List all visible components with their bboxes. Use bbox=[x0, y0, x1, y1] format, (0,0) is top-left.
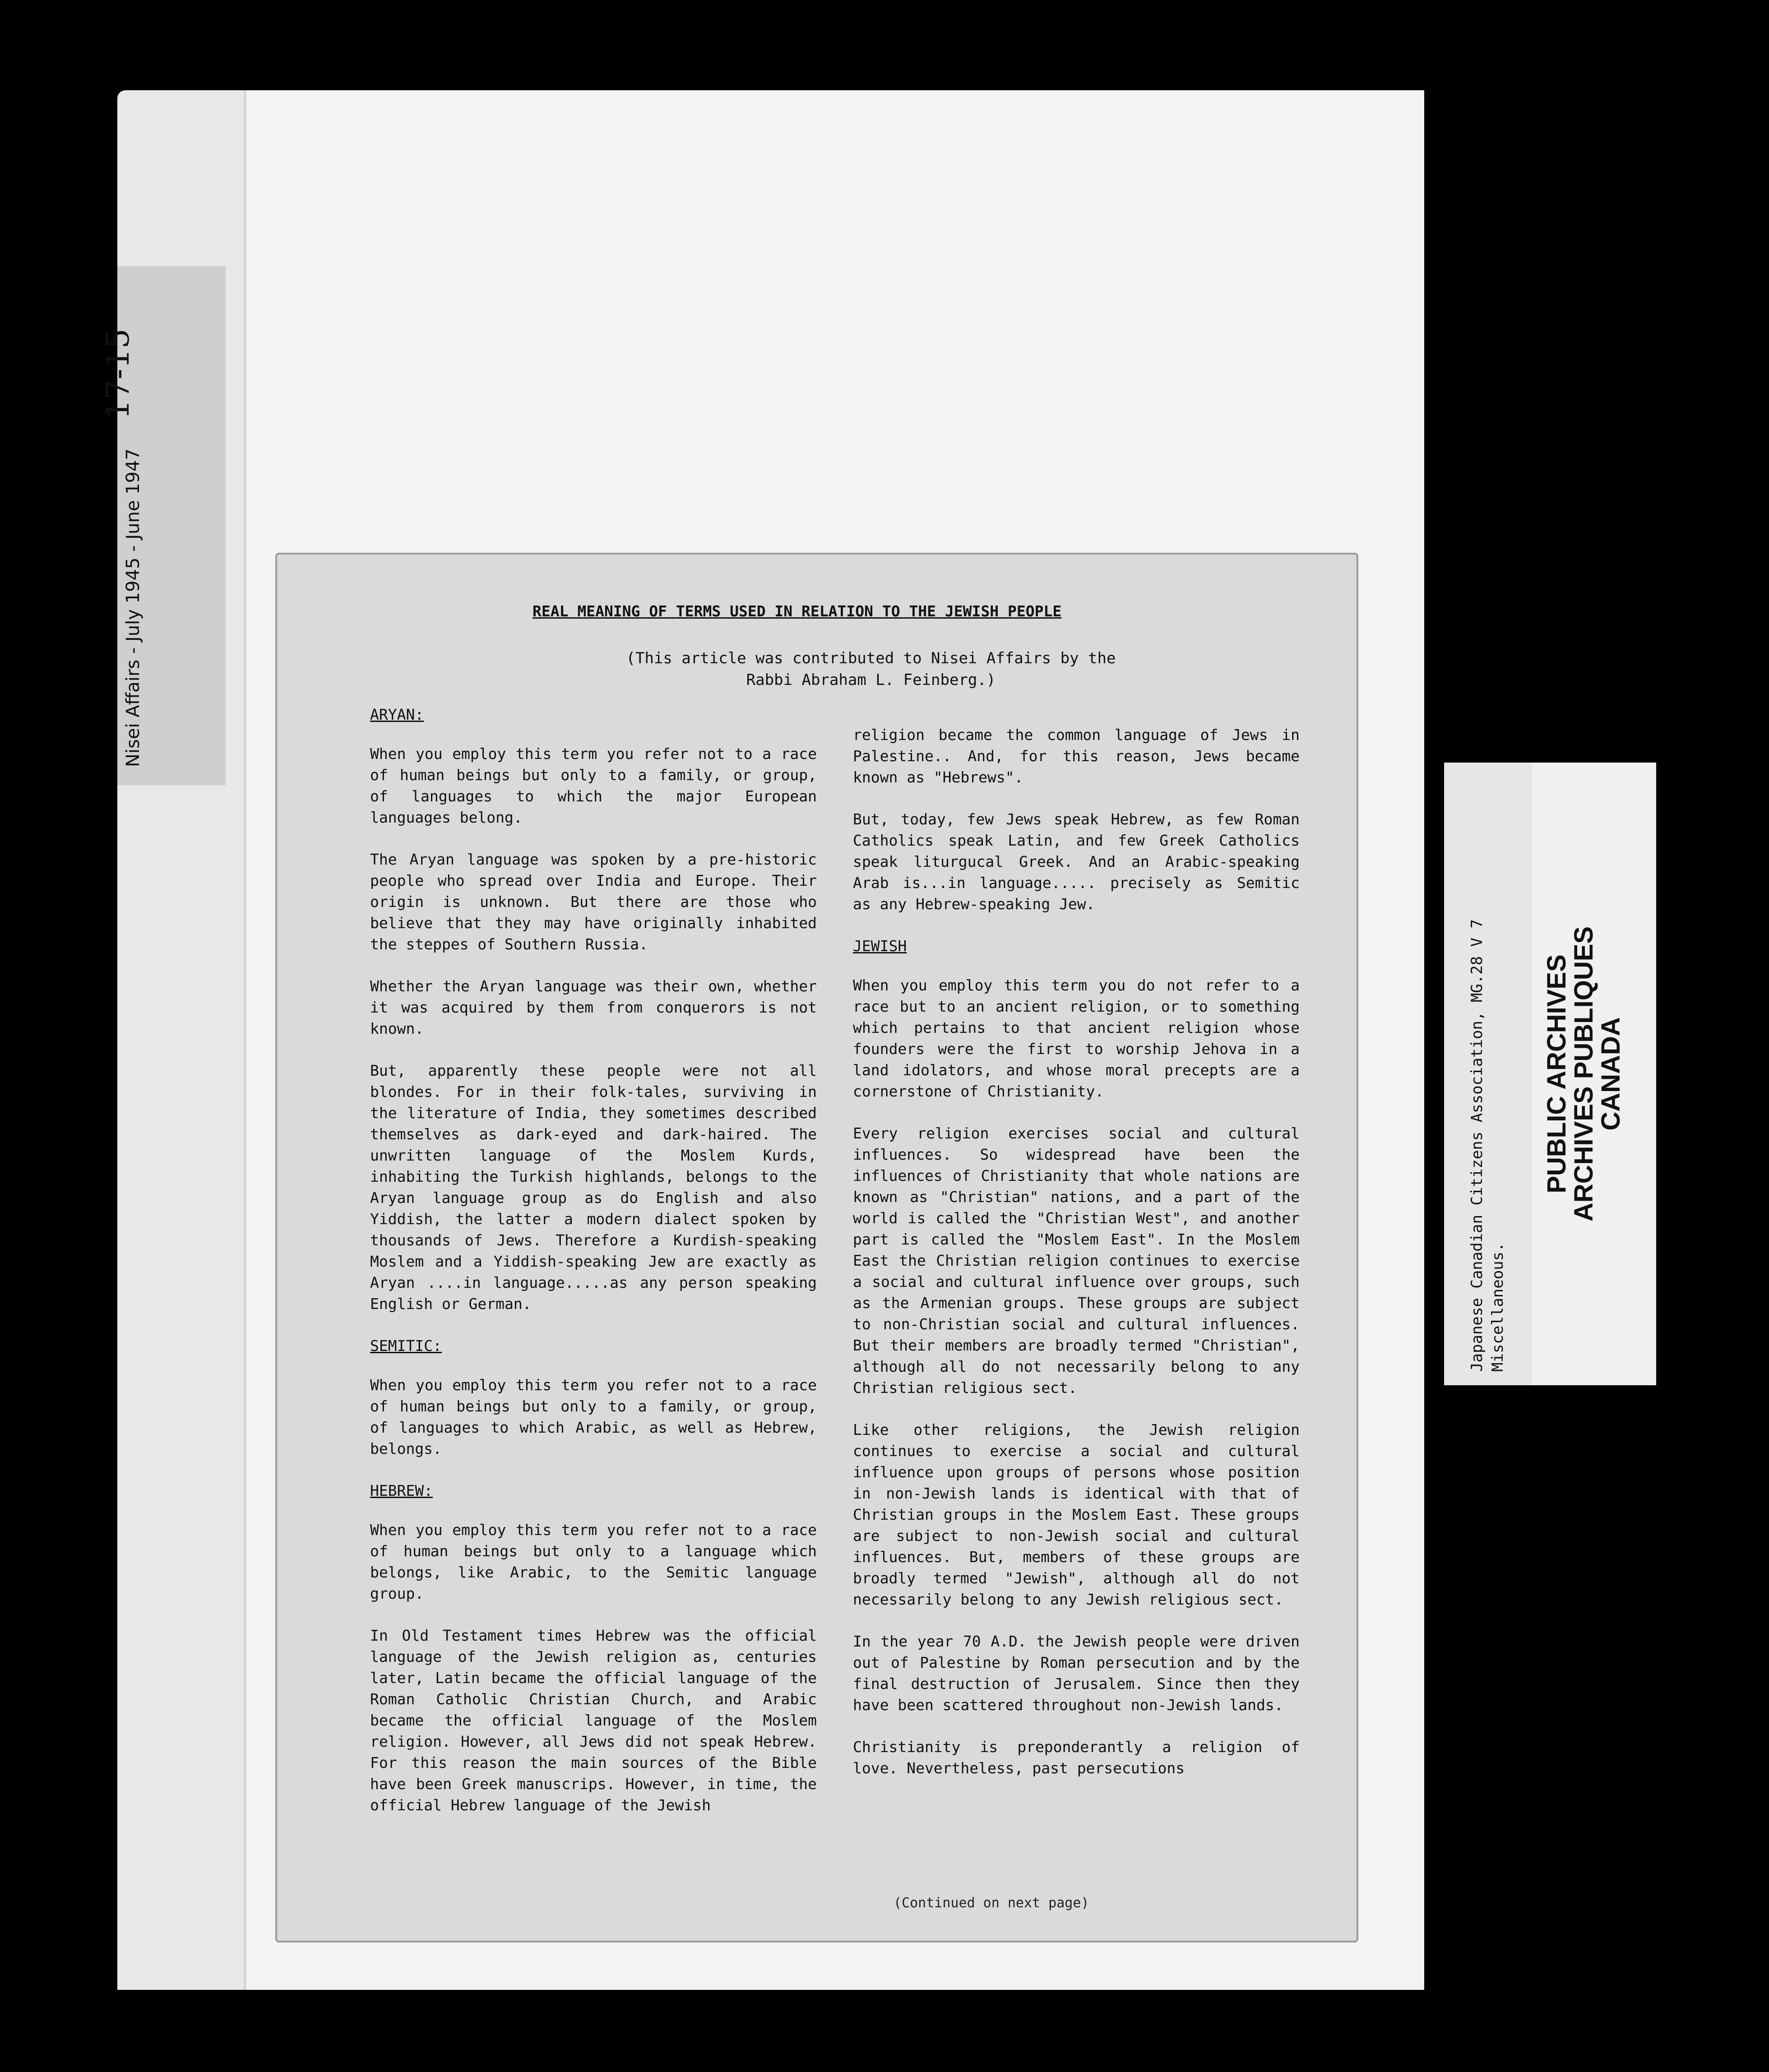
paragraph: Like other religions, the Jewish religion continues to exercise a social and cultural influence upon groups of persons whose position in non-Jewish lands is identical with that of Christian groups in the Moslem East. These groups are subject to non-Jewish social and cultural influences. But, members of these groups are broadly termed "Jewish", although all do not necessarily belong to any Jewish religious sect. bbox=[853, 1421, 1300, 1608]
paragraph: When you employ this term you refer not to a race of human beings but only to a family, or group, of languages to which Arabic, as well as Hebrew, belongs. bbox=[370, 1376, 817, 1457]
right-column bbox=[853, 724, 1300, 1799]
miscellaneous-line: Miscellaneous. bbox=[1489, 1242, 1507, 1372]
paragraph: In Old Testament times Hebrew was the official language of the Jewish religion as, centuries later, Latin became the official language of the Roman Catholic Christian Church, and Arabic became the official language of the Moslem religion. However, all Jews did not speak Hebrew. For this reason the main sources of the Bible have been Greek manuscrips. However, in time, the official Hebrew language of the Jewish bbox=[370, 1627, 817, 1814]
section-heading-hebrew: HEBREW: bbox=[370, 1482, 433, 1499]
paragraph: When you employ this term you do not refer to a race but to an ancient religion, or to something which pertains to that ancient religion whose founders were the first to worship Jehova in a land idolators, and whose moral precepts are a cornerstone of Christianity. bbox=[853, 976, 1300, 1100]
archive-citation bbox=[1467, 919, 1508, 1372]
stamp-line: ARCHIVES PUBLIQUES bbox=[1569, 926, 1598, 1222]
paragraph: Whether the Aryan language was their own, whether it was acquired by them from conquerors is not known. bbox=[370, 977, 817, 1037]
paragraph: But, apparently these people were not all blondes. For in their folk-tales, surviving in the literature of India, they sometimes described themselves as dark-eyed and dark-haired. The unwritten language of the Moslem Kurds, inhabiting the Turkish highlands, belongs to the Aryan language group as do English and also Yiddish, the latter a modern dialect spoken by thousands of Jews. Therefore a Kurdish-speaking Moslem and a Yiddish-speaking Jew are exactly as Aryan ....in language.....as any person speaking English or German. bbox=[370, 1062, 817, 1313]
paragraph: Every religion exercises social and cultural influences. So widespread have been the influences of Christianity that whole nations are known as "Christian" nations, and a part of the world is called the "Christian West", and another part is called the "Moslem East". In the Moslem East the Christian religion continues to exercise a social and cultural influence over groups, such as the Armenian groups. These groups are subject to non-Christian social and cultural influences. But their members are broadly termed "Christian", although all do not necessarily belong to any Christian religious sect. bbox=[853, 1124, 1300, 1397]
spine-label-text: Nisei Affairs - July 1945 - June 1947 bbox=[123, 449, 144, 767]
document-title: REAL MEANING OF TERMS USED IN RELATION TO THE JEWISH PEOPLE bbox=[533, 602, 1062, 620]
continued-note: (Continued on next page) bbox=[894, 1895, 1089, 1911]
stamp-line: PUBLIC ARCHIVES bbox=[1542, 954, 1571, 1193]
section-heading-jewish: JEWISH bbox=[853, 937, 907, 955]
section-heading-semitic: SEMITIC: bbox=[370, 1337, 442, 1355]
handwritten-number: 17-15 bbox=[99, 328, 136, 420]
paragraph: When you employ this term you refer not to a race of human beings but only to a family, or group, of languages to which the major European languages belong. bbox=[370, 745, 817, 826]
section-heading-aryan: ARYAN: bbox=[370, 706, 424, 723]
paragraph: Christianity is preponderantly a religion of love. Nevertheless, past persecutions bbox=[853, 1738, 1300, 1777]
association-line: Japanese Canadian Citizens Association, MG.28 V 7 bbox=[1468, 919, 1486, 1372]
paragraph: When you employ this term you refer not to a race of human beings but only to a language which belongs, like Arabic, to the Semitic language group. bbox=[370, 1521, 817, 1602]
stamp-line: CANADA bbox=[1596, 1017, 1625, 1131]
paragraph: religion became the common language of Jews in Palestine.. And, for this reason, Jews became known as "Hebrews". bbox=[853, 726, 1300, 786]
document-intro: (This article was contributed to Nisei Affairs by the Rabbi Abraham L. Feinberg.) bbox=[626, 649, 1116, 689]
left-column bbox=[370, 704, 817, 1836]
folder-spine-label bbox=[113, 248, 153, 767]
public-archives-stamp bbox=[1543, 844, 1625, 1304]
paragraph: The Aryan language was spoken by a pre-historic people who spread over India and Europe. Their origin is unknown. But there are those who believe that they may have originally inhabited the steppes of Southern Russia. bbox=[370, 851, 817, 953]
paragraph: In the year 70 A.D. the Jewish people were driven out of Palestine by Roman persecution and by the final destruction of Jerusalem. Since then they have been scattered throughout non-Jewish lands. bbox=[853, 1633, 1300, 1714]
paragraph: But, today, few Jews speak Hebrew, as few Roman Catholics speak Latin, and few Greek Catholics speak liturgucal Greek. And an Arabic-speaking Arab is...in language..... precisely as Semitic as any Hebrew-speaking Jew. bbox=[853, 810, 1300, 913]
